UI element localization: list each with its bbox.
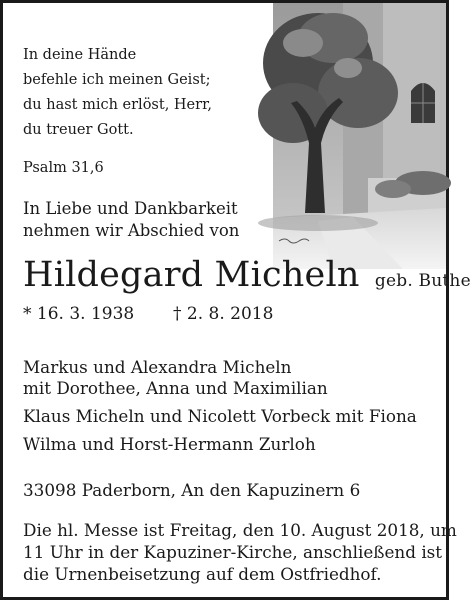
address: 33098 Paderborn, An den Kapuzinern 6 [23, 480, 361, 500]
deceased-name-line [23, 255, 471, 295]
mourner-line-1: Markus und Alexandra Micheln [23, 357, 292, 377]
farewell-line-1: In Liebe und Dankbarkeit [23, 199, 238, 218]
service-line-1: Die hl. Messe ist Freitag, den 10. August 2018, um [23, 520, 457, 540]
birth-name: geb. Buthe [374, 271, 471, 291]
verse-reference: Psalm 31,6 [23, 160, 104, 176]
birth-date: * 16. 3. 1938 [23, 304, 135, 324]
verse-line-4: du treuer Gott. [23, 122, 134, 138]
verse-line-1: In deine Hände [23, 47, 137, 63]
death-date: † 2. 8. 2018 [173, 304, 274, 324]
mourner-line-2: mit Dorothee, Anna und Maximilian [23, 378, 328, 398]
mourner-line-4: Wilma und Horst-Hermann Zurloh [23, 434, 316, 454]
mourner-line-3: Klaus Micheln und Nicolett Vorbeck mit Fiona [23, 406, 417, 426]
farewell-line-2: nehmen wir Abschied von [23, 221, 240, 240]
service-line-2: 11 Uhr in der Kapuziner-Kirche, anschließend ist [23, 542, 443, 562]
service-line-3: die Urnenbeisetzung auf dem Ostfriedhof. [23, 564, 382, 584]
verse-line-2: befehle ich meinen Geist; [23, 72, 211, 88]
verse-line-3: du hast mich erlöst, Herr, [23, 97, 213, 113]
deceased-name: Hildegard Micheln [23, 255, 360, 295]
church-tree-illustration [273, 3, 446, 269]
